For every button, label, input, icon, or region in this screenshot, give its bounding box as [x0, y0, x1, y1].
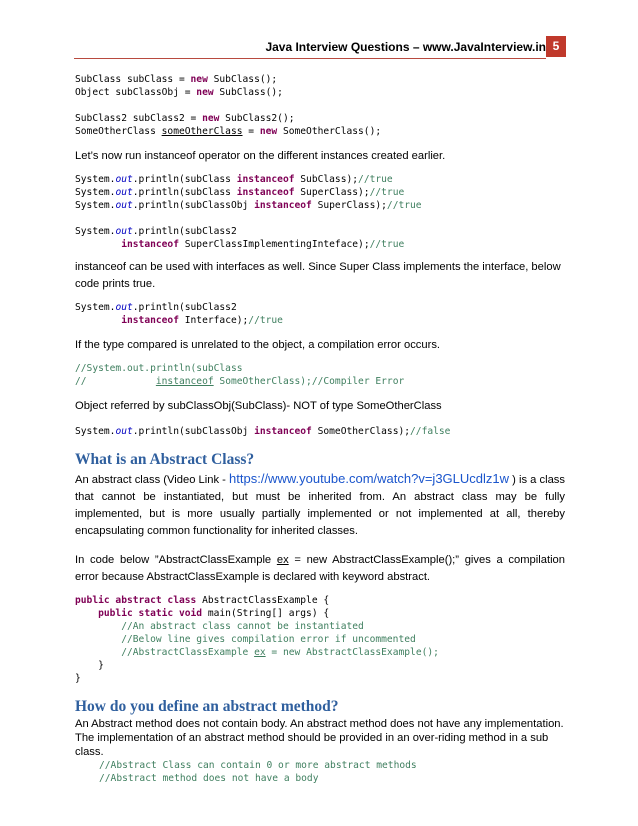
code-line [75, 212, 565, 225]
header-divider [74, 58, 546, 59]
code-block-abstract-method [75, 759, 565, 785]
code-block-instances [75, 73, 565, 138]
code-line: } [75, 660, 104, 671]
code-line: //AbstractClassExample ex = new AbstractClassExample(); [121, 647, 439, 658]
code-line: System.out.println(subClass instanceof SubClass);//true [75, 174, 393, 185]
paragraph-object-referred: Object referred by subClassObj(SubClass)- NOT of type SomeOtherClass [75, 400, 442, 412]
code-line: SubClass subClass = new SubClass(); [75, 74, 278, 85]
paragraph-abstract-method: An Abstract method does not contain body. An abstract method does not have any implementation. The implementation of an abstract method should be provided in an over-riding method in a sub class. [75, 718, 564, 758]
code-line: SomeOtherClass someOtherClass = new SomeOtherClass(); [75, 126, 382, 137]
code-line: } [75, 673, 81, 684]
code-line: public abstract class AbstractClassExample { [75, 595, 330, 606]
paragraph-unrelated-type: If the type compared is unrelated to the object, a compilation error occurs. [75, 339, 441, 351]
code-line: System.out.println(subClass instanceof SuperClass);//true [75, 187, 405, 198]
code-line: System.out.println(subClassObj instanceof SomeOtherClass);//false [75, 426, 451, 437]
code-block-interface [75, 301, 565, 327]
code-line: instanceof SuperClassImplementingInteface);//true [121, 239, 405, 250]
code-line: System.out.println(subClass2 [75, 226, 237, 237]
code-line: //System.out.println(subClass [75, 363, 243, 374]
paragraph-instanceof-intro: Let’s now run instanceof operator on the different instances created earlier. [75, 150, 446, 162]
paragraph-abstract-class: An abstract class (Video Link - https://www.youtube.com/watch?v=j3GLUcdlz1w ) is a class that cannot be instantiated, but must be inherited from. An abstract class may be fully implemented, but is more usually partially implemented or not implemented at all, thereby encapsulating common functionality for inherited classes. [75, 471, 565, 537]
code-line: public static void main(String[] args) { [98, 608, 330, 619]
code-block-abstract-class [75, 594, 565, 685]
page-header [0, 36, 638, 60]
code-line: Object subClassObj = new SubClass(); [75, 87, 283, 98]
code-line [75, 99, 565, 112]
code-line: instanceof Interface);//true [121, 315, 283, 326]
page-content [75, 73, 565, 785]
code-line: //An abstract class cannot be instantiated [121, 621, 364, 632]
code-line: SubClass2 subClass2 = new SubClass2(); [75, 113, 295, 124]
paragraph-interfaces: instanceof can be used with interfaces as well. Since Super Class implements the interface, below code prints true. [75, 261, 561, 290]
code-line: //Abstract Class can contain 0 or more abstract methods [99, 760, 417, 771]
code-block-compile-error [75, 362, 565, 388]
code-line: // instanceof SomeOtherClass);//Compiler Error [75, 376, 405, 387]
code-block-instanceof [75, 173, 565, 251]
code-line: //Below line gives compilation error if uncommented [121, 634, 416, 645]
video-link[interactable]: https://www.youtube.com/watch?v=j3GLUcdlz1w [229, 471, 510, 486]
paragraph-abstract-compile-error: In code below ”AbstractClassExample ex = new AbstractClassExample();” gives a compilation error because AbstractClassExample is declared with keyword abstract. [75, 554, 565, 583]
header-title: Java Interview Questions – www.JavaInterview.in [265, 40, 546, 54]
page-number: 5 [546, 36, 566, 57]
code-line: System.out.println(subClass2 [75, 302, 237, 313]
heading-abstract-method: How do you define an abstract method? [75, 698, 339, 715]
code-block-false [75, 425, 565, 438]
heading-abstract-class: What is an Abstract Class? [75, 451, 255, 468]
code-line: System.out.println(subClassObj instanceof SuperClass);//true [75, 200, 422, 211]
code-line: //Abstract method does not have a body [99, 773, 319, 784]
